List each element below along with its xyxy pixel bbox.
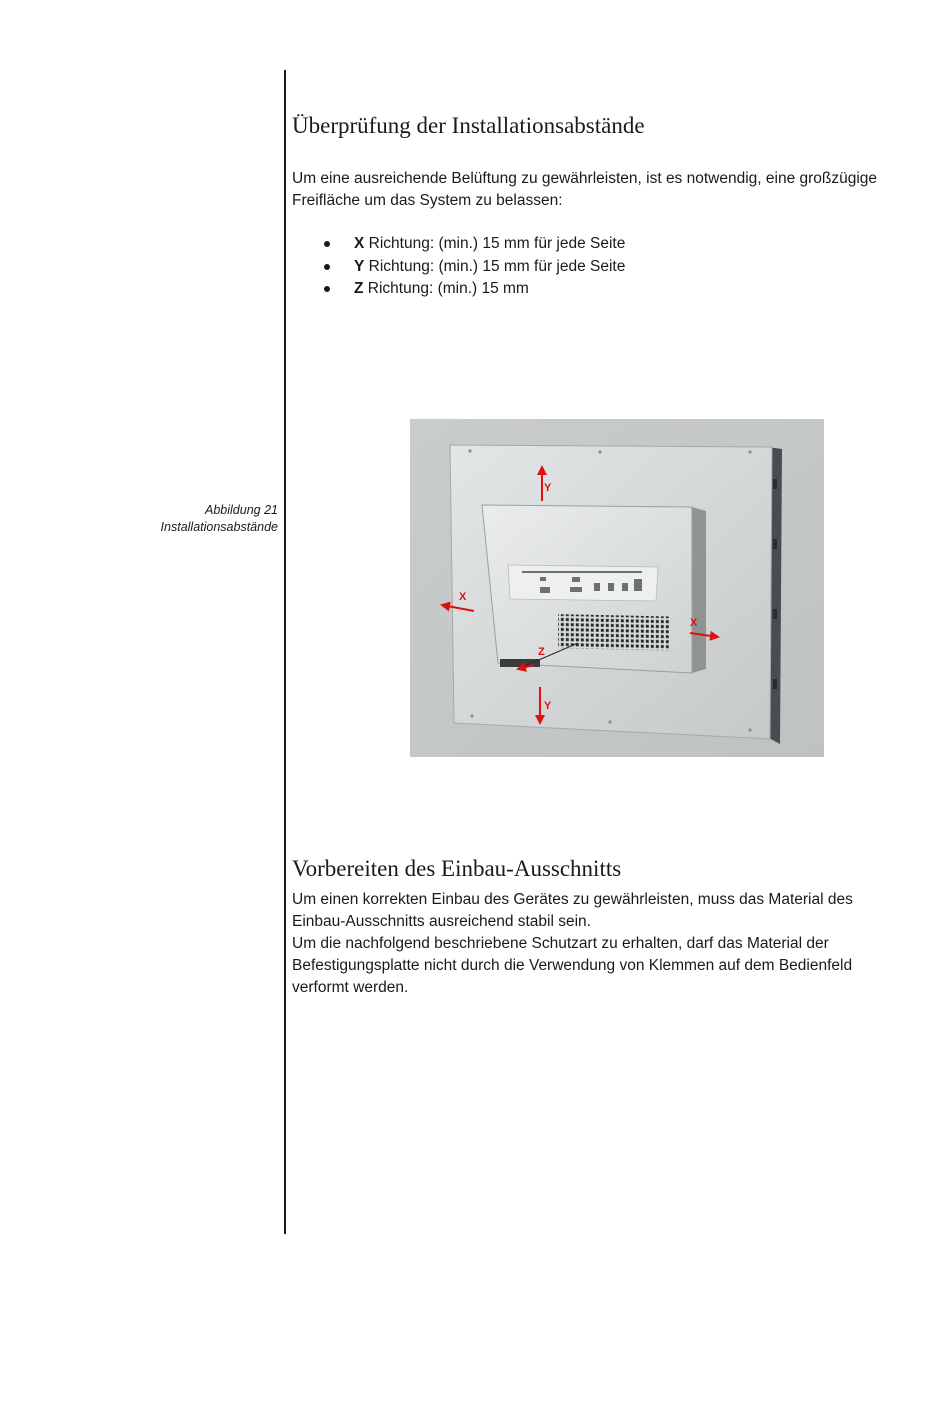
figure-number: Abbildung 21 [205,503,278,517]
axis-label: Z [354,280,364,297]
label-z: Z [538,646,545,658]
clearance-text: Richtung: (min.) 15 mm [363,280,529,297]
margin-rule [284,70,286,1234]
list-item [322,256,625,279]
vent-grille [558,614,670,650]
label-x-left: X [459,591,467,603]
list-item [322,233,625,256]
housing-side [692,507,706,673]
intro-paragraph: Um eine ausreichende Belüftung zu gewährleisten, ist es notwendig, eine großzügige Freifläche um das System zu belassen: [292,170,878,209]
figure-caption [161,502,278,536]
label-y-bottom: Y [544,700,552,712]
cutout-paragraph-2: Um die nachfolgend beschriebene Schutzart zu erhalten, darf das Material der Befestigungsplatte nicht durch die Verwendung von Klemmen auf dem Bedienfeld verformt werden. [292,935,853,996]
section-heading-installation-clearances: Überprüfung der Installationsabstände [292,113,645,138]
clearance-text: Richtung: (min.) 15 mm für jede Seite [364,257,626,275]
cutout-text [292,889,882,999]
label-y-top: Y [544,482,552,494]
axis-label: X [354,235,365,252]
cutout-paragraph-1: Um einen korrekten Einbau des Gerätes zu gewährleisten, muss das Material des Einbau-Ausschnitts ausreichend stabil sein. [292,891,853,930]
label-x-right: X [690,617,698,629]
installation-clearance-photo [410,419,824,757]
clearance-list [322,233,625,301]
figure-title: Installationsabstände [160,520,278,534]
list-item [322,278,625,301]
section-heading-panel-cutout: Vorbereiten des Einbau-Ausschnitts [292,856,622,881]
bullet-icon [324,264,330,270]
bullet-icon [324,241,330,247]
axis-label: Y [354,257,365,275]
bullet-icon [324,286,330,292]
clearance-text: Richtung: (min.) 15 mm für jede Seite [364,235,626,252]
